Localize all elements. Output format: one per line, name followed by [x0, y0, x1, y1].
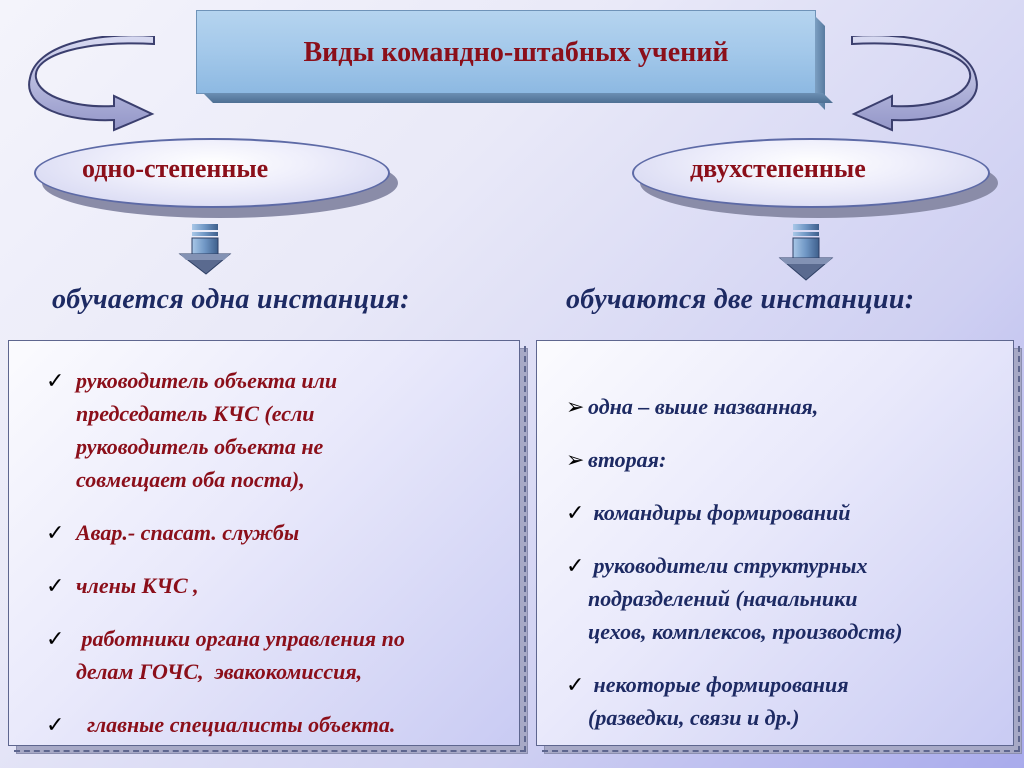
left-list-item	[46, 708, 395, 741]
left-list-item-text: руководитель объекта не	[76, 434, 324, 459]
left-list-item-text: члены КЧС ,	[76, 573, 199, 598]
right-list-item	[566, 390, 818, 423]
right-list-item	[566, 668, 849, 734]
left-list-item	[46, 569, 199, 602]
right-list-item-text: подразделений (начальники	[588, 586, 858, 611]
down-arrow-icon-right	[778, 222, 834, 282]
left-list-item-text: Авар.- спасат. службы	[76, 520, 300, 545]
right-list-item-text: вторая:	[588, 447, 667, 472]
checkmark-icon: ✓	[46, 368, 65, 393]
title-box	[196, 10, 816, 94]
curved-arrow-icon-right	[846, 36, 978, 132]
checkmark-icon: ✓	[46, 712, 65, 737]
right-list-item-text: руководители структурных	[588, 553, 868, 578]
right-ellipse	[632, 138, 998, 218]
right-list-item-text: цехов, комплексов, производств)	[588, 619, 903, 644]
checkmark-icon: ✓	[566, 553, 585, 578]
right-ellipse-label: двухстепенные	[690, 154, 866, 183]
arrowhead-bullet-icon: ➢	[566, 447, 585, 472]
right-list-item	[566, 496, 851, 529]
page-title: Виды командно-штабных учений	[303, 37, 729, 68]
left-list-item-text: руководитель объекта или	[76, 368, 338, 393]
right-list-item-text: командиры формирований	[588, 500, 851, 525]
left-ellipse	[34, 138, 398, 218]
left-list-item-text: совмещает оба поста),	[76, 467, 305, 492]
left-list-item-text: председатель КЧС (если	[76, 401, 315, 426]
left-list-item	[46, 622, 405, 688]
left-list-item-text: делам ГОЧС, эвакокомиссия,	[76, 659, 363, 684]
curved-arrow-icon-left	[28, 36, 160, 132]
down-arrow-icon-left	[178, 222, 234, 278]
right-list-item	[566, 549, 902, 648]
right-list-item-text: (разведки, связи и др.)	[588, 705, 800, 730]
left-list-item	[46, 364, 337, 496]
checkmark-icon: ✓	[46, 573, 65, 598]
right-list-item	[566, 443, 666, 476]
checkmark-icon: ✓	[566, 672, 585, 697]
left-list-item-text: главные специалисты объекта.	[76, 712, 396, 737]
left-list-item-text: работники органа управления по	[76, 626, 405, 651]
left-list-item	[46, 516, 299, 549]
arrowhead-bullet-icon: ➢	[566, 394, 585, 419]
checkmark-icon: ✓	[46, 520, 65, 545]
left-subheading: обучается одна инстанция:	[52, 284, 410, 315]
checkmark-icon: ✓	[46, 626, 65, 651]
left-ellipse-label: одно-степенные	[82, 154, 269, 183]
right-subheading: обучаются две инстанции:	[566, 284, 915, 315]
right-list-item-text: одна – выше названная,	[588, 394, 819, 419]
right-list-item-text: некоторые формирования	[588, 672, 849, 697]
checkmark-icon: ✓	[566, 500, 585, 525]
